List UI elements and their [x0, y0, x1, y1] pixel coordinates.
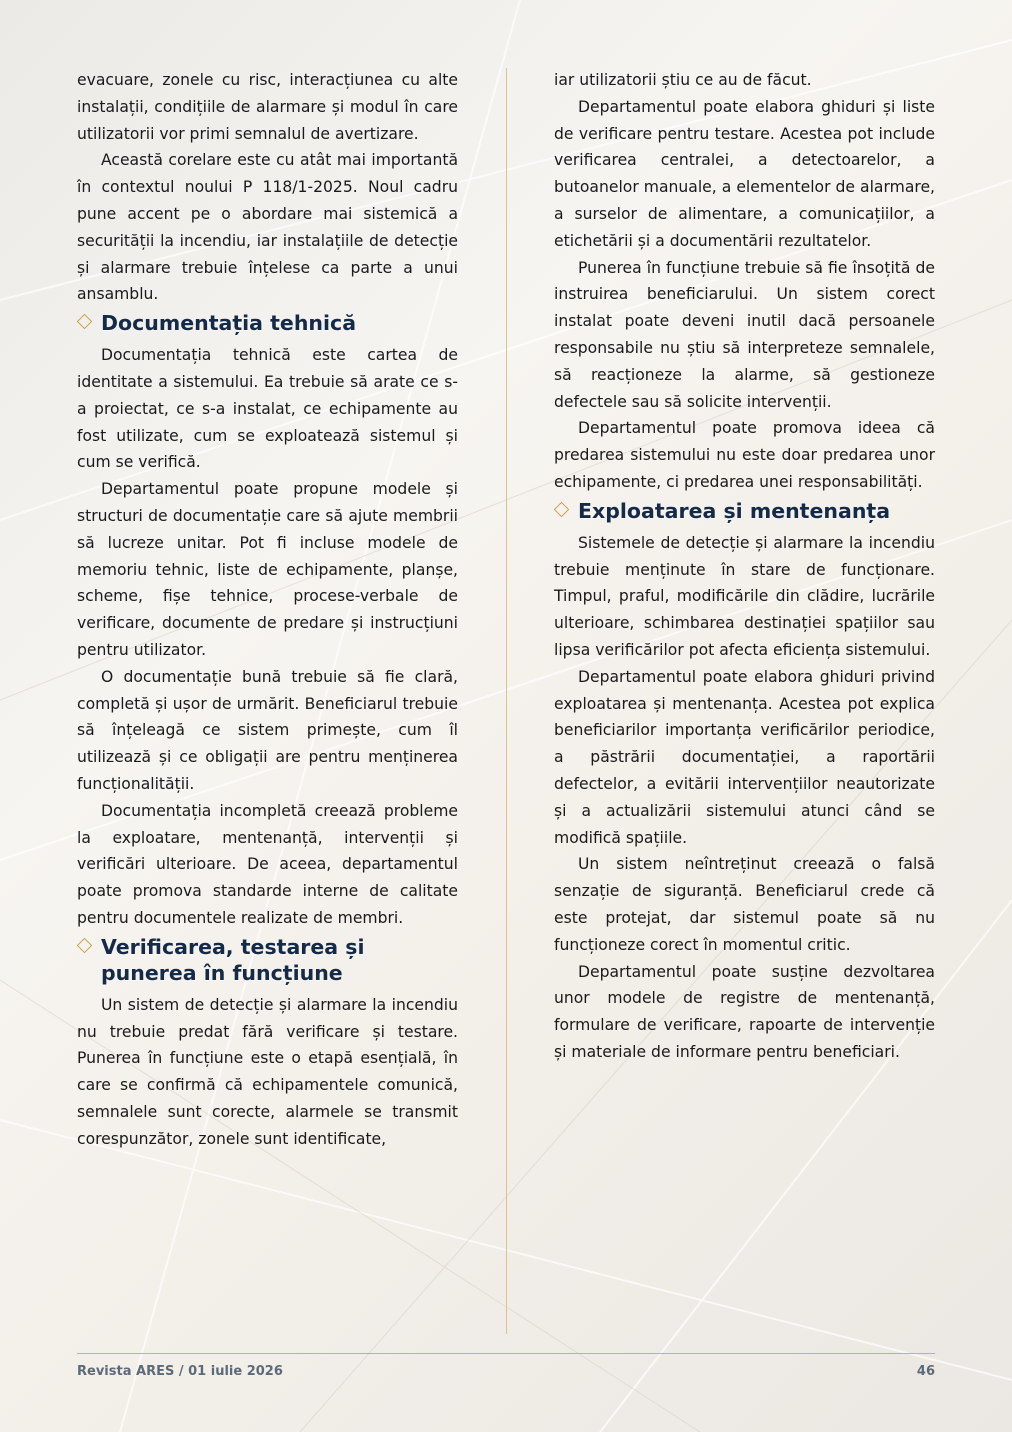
paragraph: Departamentul poate elabora ghiduri și liste de verificare pentru testare. Acestea pot include verificarea centralei, a detectoarelor, a butoanelor manuale, a elementelor de alarmare, a surselor de alimentare, a comunicațiilor, a etichetării și a documentării rezultatelor.: [554, 97, 935, 250]
section-heading-exploatare: [554, 498, 935, 524]
diamond-bullet-icon: [77, 937, 93, 953]
paragraph: Punerea în funcțiune trebuie să fie însoțită de instruirea beneficiarului. Un sistem corect instalat poate deveni inutil dacă persoanele responsabile nu știu să interpreteze semnalele, să reacționeze la alarme, să gestioneze defectele sau să solicite intervenții.: [554, 258, 935, 411]
section-heading-text: Documentația tehnică: [101, 311, 357, 336]
section-heading-text: Exploatarea și mentenanța: [578, 498, 891, 523]
paragraph: O documentație bună trebuie să fie clară, completă și ușor de urmărit. Beneficiarul trebuie să înțeleagă ce sistem primește, cum îl utilizează și ce obligații are pentru menținerea funcționalității.: [77, 667, 458, 793]
section-heading-documentatie: [77, 310, 458, 336]
paragraph: Departamentul poate promova ideea că predarea sistemului nu este doar predarea unor echipamente, ci predarea unei responsabilități.: [554, 419, 935, 491]
section-heading-text: Verificarea, testarea și punerea în funcțiune: [101, 934, 365, 985]
paragraph: Departamentul poate susține dezvoltarea unor modele de registre de mentenanță, formulare de verificare, rapoarte de intervenție și materiale de informare pentru beneficiari.: [554, 962, 935, 1061]
paragraph: Un sistem neîntreținut creează o falsă senzație de siguranță. Beneficiarul crede că este protejat, dar sistemul poate să nu funcționeze corect în momentul critic.: [554, 855, 935, 954]
paragraph: evacuare, zonele cu risc, interacțiunea cu alte instalații, condițiile de alarmare și modul în care utilizatorii vor primi semnalul de avertizare.: [77, 71, 458, 143]
paragraph: iar utilizatorii știu ce au de făcut.: [554, 71, 812, 89]
paragraph: Departamentul poate propune modele și structuri de documentație care să ajute membrii să lucreze unitar. Pot fi incluse modele de memoriu tehnic, liste de echipamente, planșe, scheme, fișe tehnice, procese-verbale de verificare, documente de predare și instrucțiuni pentru utilizator.: [77, 480, 458, 659]
page-number: 46: [916, 1364, 935, 1379]
paragraph: Documentația tehnică este cartea de identitate a sistemului. Ea trebuie să arate ce s-a proiectat, ce s-a instalat, ce echipamente au fost utilizate, cum se exploatează sistemul și cum se verifică.: [77, 346, 458, 472]
left-column: [77, 67, 458, 1152]
paragraph: Această corelare este cu atât mai importantă în contextul noului P 118/1-2025. Noul cadru pune accent pe o abordare mai sistemică a securității la incendiu, iar instalațiile de detecție și alarmare trebuie înțelese ca parte a unui ansamblu.: [77, 151, 458, 304]
footer-publication: Revista ARES / 01 iulie 2026: [77, 1364, 283, 1379]
footer-rule: [77, 1353, 935, 1354]
column-divider: [506, 68, 507, 1334]
paragraph: Sistemele de detecție și alarmare la incendiu trebuie menținute în stare de funcționare. Timpul, praful, modificările din clădire, lucrările ulterioare, schimbarea destinației spațiilor sau lipsa verificărilor pot afecta eficiența sistemului.: [554, 533, 935, 659]
paragraph: Documentația incompletă creează probleme la exploatare, mentenanță, intervenții și verificări ulterioare. De aceea, departamentul poate promova standarde interne de calitate pentru documentele realizate de membri.: [77, 801, 458, 927]
diamond-bullet-icon: [554, 501, 570, 517]
paragraph: Un sistem de detecție și alarmare la incendiu nu trebuie predat fără verificare și testare. Punerea în funcțiune este o etapă esențială, în care se confirmă că echipamentele comunică, semnalele sunt corecte, alarmele se transmit corespunzător, zonele sunt identificate,: [77, 995, 458, 1148]
right-column: [554, 67, 935, 1066]
section-heading-verificare: [77, 934, 458, 986]
diamond-bullet-icon: [77, 314, 93, 330]
paragraph: Departamentul poate elabora ghiduri privind exploatarea și mentenanța. Acestea pot explica beneficiarilor importanța verificărilor periodice, a păstrării documentației, a raportării defectelor, a evitării intervențiilor neautorizate și a actualizării sistemului atunci când se modifică spațiile.: [554, 667, 935, 847]
